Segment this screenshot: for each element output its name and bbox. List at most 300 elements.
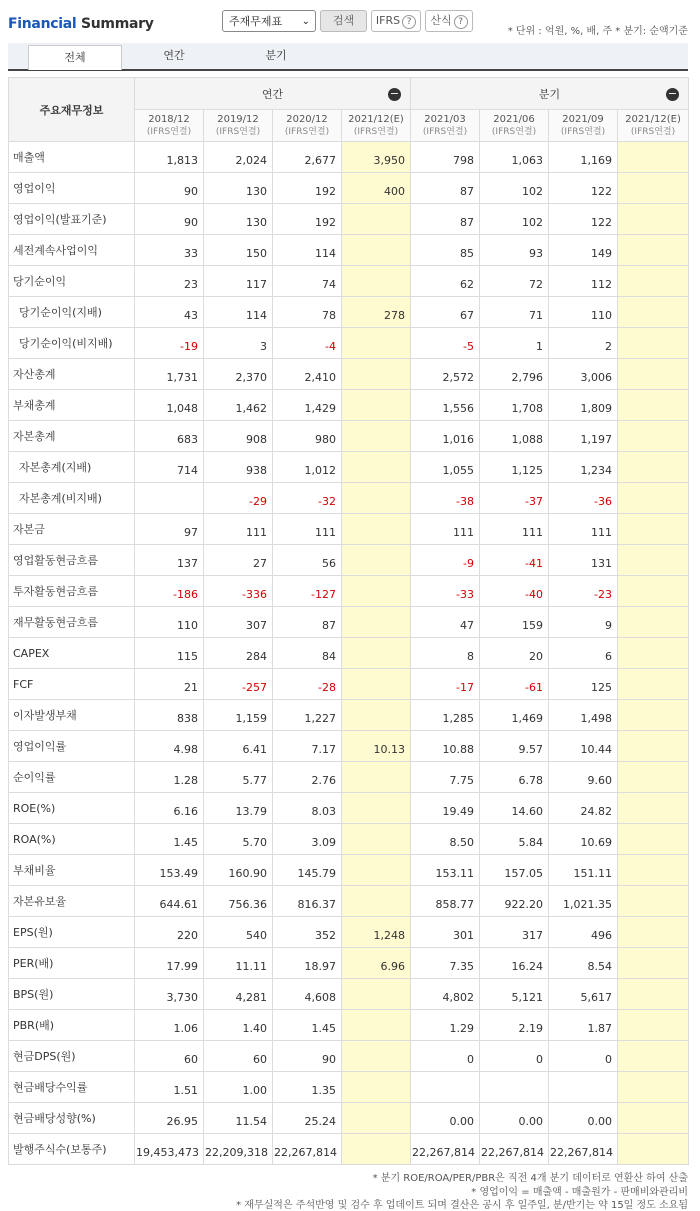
- table-cell: 1,556: [411, 390, 480, 421]
- column-period: 2021/03: [424, 113, 466, 125]
- table-row: [9, 762, 689, 793]
- table-cell: 1,498: [549, 700, 618, 731]
- table-cell: 1.35: [273, 1072, 342, 1103]
- table-row: [9, 328, 689, 359]
- table-cell: [618, 235, 689, 266]
- table-row: [9, 421, 689, 452]
- table-cell: 4.98: [135, 731, 204, 762]
- table-cell: [342, 886, 411, 917]
- footnote-3: * 재무실적은 주석반영 및 검수 후 업데이트 되며 결산은 공시 후 일주일, 분/반기는 약 15일 정도 소요됨: [236, 1200, 688, 1211]
- table-cell: [342, 1041, 411, 1072]
- table-cell: [342, 669, 411, 700]
- table-cell: [618, 452, 689, 483]
- table-row: [9, 266, 689, 297]
- table-cell: 1,429: [273, 390, 342, 421]
- column-basis: (IFRS연결): [491, 126, 537, 137]
- table-cell: 114: [204, 297, 273, 328]
- footnote-2: * 영업이익 = 매출액 - 매출원가 - 판매비와관리비: [471, 1187, 688, 1198]
- table-cell: 22,267,814: [411, 1134, 480, 1165]
- table-cell: 111: [273, 514, 342, 545]
- ifrs-help-button[interactable]: [371, 10, 421, 32]
- table-cell: 5,121: [480, 979, 549, 1010]
- table-cell: 1,248: [342, 917, 411, 948]
- table-cell: [342, 824, 411, 855]
- table-cell: 16.24: [480, 948, 549, 979]
- table-cell: 8: [411, 638, 480, 669]
- table-cell: 6.16: [135, 793, 204, 824]
- table-cell: [342, 1072, 411, 1103]
- table-cell: 2,370: [204, 359, 273, 390]
- table-cell: 317: [480, 917, 549, 948]
- table-cell: 1.29: [411, 1010, 480, 1041]
- table-cell: 9: [549, 607, 618, 638]
- table-cell: 816.37: [273, 886, 342, 917]
- table-cell: 1.28: [135, 762, 204, 793]
- table-cell: 78: [273, 297, 342, 328]
- table-cell: 1,469: [480, 700, 549, 731]
- table-cell: 1,708: [480, 390, 549, 421]
- table-cell: 14.60: [480, 793, 549, 824]
- table-cell: 838: [135, 700, 204, 731]
- table-cell: 1.06: [135, 1010, 204, 1041]
- table-cell: 220: [135, 917, 204, 948]
- column-header: [618, 110, 689, 142]
- table-cell: 192: [273, 204, 342, 235]
- table-cell: [618, 731, 689, 762]
- table-cell: [618, 793, 689, 824]
- table-cell: 111: [204, 514, 273, 545]
- table-cell: 117: [204, 266, 273, 297]
- label-column-header: 주요재무정보: [9, 78, 135, 142]
- table-cell: 10.44: [549, 731, 618, 762]
- table-cell: -17: [411, 669, 480, 700]
- table-cell: -37: [480, 483, 549, 514]
- table-cell: [618, 1103, 689, 1134]
- table-cell: 160.90: [204, 855, 273, 886]
- table-cell: 72: [480, 266, 549, 297]
- table-cell: [618, 1041, 689, 1072]
- table-cell: [135, 483, 204, 514]
- table-cell: 10.69: [549, 824, 618, 855]
- search-button[interactable]: 검색: [320, 10, 367, 32]
- table-cell: 2,410: [273, 359, 342, 390]
- table-cell: [618, 638, 689, 669]
- table-cell: 2: [549, 328, 618, 359]
- table-cell: [618, 173, 689, 204]
- row-label: 투자활동현금흐름: [9, 576, 135, 607]
- table-cell: 714: [135, 452, 204, 483]
- table-cell: 22,209,318: [204, 1134, 273, 1165]
- table-cell: 111: [411, 514, 480, 545]
- table-row: [9, 545, 689, 576]
- table-cell: 130: [204, 204, 273, 235]
- column-period: 2019/12: [217, 113, 259, 125]
- table-cell: 11.54: [204, 1103, 273, 1134]
- table-cell: 9.60: [549, 762, 618, 793]
- tab-annual[interactable]: 연간: [163, 49, 185, 62]
- table-cell: [342, 576, 411, 607]
- table-cell: 85: [411, 235, 480, 266]
- row-label: 자본금: [9, 514, 135, 545]
- column-header: [204, 110, 273, 142]
- table-row: [9, 669, 689, 700]
- table-cell: -38: [411, 483, 480, 514]
- table-cell: 2.19: [480, 1010, 549, 1041]
- table-cell: [618, 545, 689, 576]
- table-cell: 4,608: [273, 979, 342, 1010]
- table-cell: 1,016: [411, 421, 480, 452]
- table-row: [9, 452, 689, 483]
- table-cell: 0: [411, 1041, 480, 1072]
- table-cell: [618, 359, 689, 390]
- table-cell: 114: [273, 235, 342, 266]
- table-cell: 87: [411, 173, 480, 204]
- table-cell: 93: [480, 235, 549, 266]
- table-cell: 307: [204, 607, 273, 638]
- table-cell: [618, 328, 689, 359]
- table-cell: -257: [204, 669, 273, 700]
- table-cell: 74: [273, 266, 342, 297]
- table-cell: 1,088: [480, 421, 549, 452]
- table-cell: 400: [342, 173, 411, 204]
- tab-quarter[interactable]: 분기: [265, 49, 287, 62]
- table-row: [9, 576, 689, 607]
- table-cell: [618, 762, 689, 793]
- table-cell: [342, 793, 411, 824]
- table-cell: 157.05: [480, 855, 549, 886]
- ifrs-label: IFRS: [375, 14, 401, 27]
- row-label: 순이익률: [9, 762, 135, 793]
- table-cell: 6.96: [342, 948, 411, 979]
- column-period: 2021/09: [562, 113, 604, 125]
- table-cell: 145.79: [273, 855, 342, 886]
- table-cell: 644.61: [135, 886, 204, 917]
- table-cell: 2,796: [480, 359, 549, 390]
- row-label: 세전계속사업이익: [9, 235, 135, 266]
- table-cell: 1.40: [204, 1010, 273, 1041]
- table-cell: 84: [273, 638, 342, 669]
- table-cell: [342, 421, 411, 452]
- table-cell: 2,677: [273, 142, 342, 173]
- table-cell: 90: [273, 1041, 342, 1072]
- column-period: 2021/06: [493, 113, 535, 125]
- table-cell: 67: [411, 297, 480, 328]
- column-basis: (IFRS연결): [422, 126, 468, 137]
- column-header: [135, 110, 204, 142]
- formula-help-button[interactable]: [425, 10, 473, 32]
- table-row: [9, 886, 689, 917]
- column-header: [273, 110, 342, 142]
- column-period: 2020/12: [286, 113, 328, 125]
- table-cell: 23: [135, 266, 204, 297]
- table-cell: 20: [480, 638, 549, 669]
- table-row: [9, 638, 689, 669]
- row-label: PBR(배): [9, 1010, 135, 1041]
- table-cell: 112: [549, 266, 618, 297]
- table-cell: 0.00: [549, 1103, 618, 1134]
- row-label: 부채총계: [9, 390, 135, 421]
- row-label: 당기순이익: [9, 266, 135, 297]
- table-cell: [342, 359, 411, 390]
- statement-type-value: 주재무제표: [229, 15, 283, 28]
- table-cell: 153.49: [135, 855, 204, 886]
- table-row: [9, 514, 689, 545]
- table-cell: 131: [549, 545, 618, 576]
- table-cell: 130: [204, 173, 273, 204]
- table-cell: 22,267,814: [273, 1134, 342, 1165]
- column-period: 2021/12(E): [625, 113, 681, 125]
- table-cell: 8.50: [411, 824, 480, 855]
- table-cell: [342, 483, 411, 514]
- table-row: [9, 607, 689, 638]
- table-cell: 110: [549, 297, 618, 328]
- table-cell: 1,021.35: [549, 886, 618, 917]
- table-cell: [618, 142, 689, 173]
- table-cell: 5.77: [204, 762, 273, 793]
- table-cell: -23: [549, 576, 618, 607]
- question-icon: ?: [402, 15, 416, 29]
- table-cell: [342, 1134, 411, 1165]
- table-cell: [549, 1072, 618, 1103]
- table-cell: [342, 514, 411, 545]
- table-cell: 24.82: [549, 793, 618, 824]
- table-row: [9, 235, 689, 266]
- table-cell: 87: [411, 204, 480, 235]
- table-cell: 6.78: [480, 762, 549, 793]
- table-cell: 3,730: [135, 979, 204, 1010]
- table-cell: 6.41: [204, 731, 273, 762]
- row-label: 자산총계: [9, 359, 135, 390]
- table-cell: 7.35: [411, 948, 480, 979]
- row-label: 발행주식수(보통주): [9, 1134, 135, 1165]
- table-cell: 352: [273, 917, 342, 948]
- row-label: EPS(원): [9, 917, 135, 948]
- table-cell: 1,234: [549, 452, 618, 483]
- table-row: [9, 855, 689, 886]
- row-label: 당기순이익(지배): [9, 297, 135, 328]
- table-cell: [342, 762, 411, 793]
- table-cell: [342, 700, 411, 731]
- table-cell: 1,169: [549, 142, 618, 173]
- table-cell: 2,572: [411, 359, 480, 390]
- table-cell: 149: [549, 235, 618, 266]
- table-cell: [342, 979, 411, 1010]
- table-cell: 56: [273, 545, 342, 576]
- table-cell: 1.00: [204, 1072, 273, 1103]
- table-cell: 137: [135, 545, 204, 576]
- table-cell: 1,063: [480, 142, 549, 173]
- table-cell: 798: [411, 142, 480, 173]
- table-cell: 25.24: [273, 1103, 342, 1134]
- table-cell: -127: [273, 576, 342, 607]
- table-cell: 102: [480, 204, 549, 235]
- table-cell: -32: [273, 483, 342, 514]
- table-cell: 102: [480, 173, 549, 204]
- table-cell: 7.75: [411, 762, 480, 793]
- statement-type-select[interactable]: [222, 10, 316, 32]
- table-cell: 1.51: [135, 1072, 204, 1103]
- table-cell: 10.13: [342, 731, 411, 762]
- table-cell: [618, 483, 689, 514]
- table-cell: [618, 824, 689, 855]
- title-financial: Financial: [8, 16, 77, 32]
- financial-summary-table: [8, 77, 689, 1165]
- table-cell: [618, 917, 689, 948]
- table-cell: 1,731: [135, 359, 204, 390]
- table-cell: 47: [411, 607, 480, 638]
- table-cell: -9: [411, 545, 480, 576]
- table-cell: 980: [273, 421, 342, 452]
- table-cell: 2.76: [273, 762, 342, 793]
- row-label: 매출액: [9, 142, 135, 173]
- table-cell: 125: [549, 669, 618, 700]
- row-label: 당기순이익(비지배): [9, 328, 135, 359]
- table-cell: 1,462: [204, 390, 273, 421]
- row-label: 자본총계(비지배): [9, 483, 135, 514]
- table-cell: 1.45: [273, 1010, 342, 1041]
- column-basis: (IFRS연결): [215, 126, 261, 137]
- table-cell: 1,813: [135, 142, 204, 173]
- table-cell: 150: [204, 235, 273, 266]
- table-cell: 858.77: [411, 886, 480, 917]
- table-cell: [618, 576, 689, 607]
- table-cell: 153.11: [411, 855, 480, 886]
- table-cell: 3,006: [549, 359, 618, 390]
- table-cell: 111: [480, 514, 549, 545]
- table-cell: [342, 1010, 411, 1041]
- quarter-group-header: [411, 78, 689, 110]
- table-cell: [618, 948, 689, 979]
- table-cell: [342, 638, 411, 669]
- table-row: [9, 917, 689, 948]
- table-cell: 192: [273, 173, 342, 204]
- table-cell: 4,281: [204, 979, 273, 1010]
- table-cell: [342, 235, 411, 266]
- table-row: [9, 1041, 689, 1072]
- table-cell: -40: [480, 576, 549, 607]
- row-label: 현금배당수익률: [9, 1072, 135, 1103]
- table-row: [9, 359, 689, 390]
- column-basis: (IFRS연결): [560, 126, 606, 137]
- table-row: [9, 483, 689, 514]
- table-cell: 1,012: [273, 452, 342, 483]
- table-cell: [618, 514, 689, 545]
- table-cell: 1: [480, 328, 549, 359]
- column-period: 2018/12: [148, 113, 190, 125]
- column-basis: (IFRS연결): [353, 126, 399, 137]
- row-label: CAPEX: [9, 638, 135, 669]
- tab-all[interactable]: 전체: [28, 45, 122, 70]
- table-cell: 19,453,473: [135, 1134, 204, 1165]
- table-cell: 110: [135, 607, 204, 638]
- table-cell: 6: [549, 638, 618, 669]
- table-cell: [342, 607, 411, 638]
- table-row: [9, 979, 689, 1010]
- table-cell: 27: [204, 545, 273, 576]
- table-cell: [618, 886, 689, 917]
- table-cell: [342, 328, 411, 359]
- table-cell: -33: [411, 576, 480, 607]
- table-row: [9, 793, 689, 824]
- table-cell: 90: [135, 204, 204, 235]
- table-cell: 540: [204, 917, 273, 948]
- table-cell: -29: [204, 483, 273, 514]
- table-row: [9, 142, 689, 173]
- table-cell: 43: [135, 297, 204, 328]
- table-cell: 90: [135, 173, 204, 204]
- table-cell: [342, 390, 411, 421]
- table-cell: 4,802: [411, 979, 480, 1010]
- row-label: 영업이익률: [9, 731, 135, 762]
- table-cell: 8.54: [549, 948, 618, 979]
- table-cell: 3,950: [342, 142, 411, 173]
- table-cell: 33: [135, 235, 204, 266]
- column-basis: (IFRS연결): [284, 126, 330, 137]
- table-row: [9, 390, 689, 421]
- table-cell: -36: [549, 483, 618, 514]
- row-label: 자본유보율: [9, 886, 135, 917]
- table-cell: -61: [480, 669, 549, 700]
- table-cell: 21: [135, 669, 204, 700]
- table-cell: 151.11: [549, 855, 618, 886]
- row-label: FCF: [9, 669, 135, 700]
- table-cell: 0.00: [480, 1103, 549, 1134]
- table-cell: 71: [480, 297, 549, 328]
- table-cell: [618, 297, 689, 328]
- collapse-quarter-icon[interactable]: −: [667, 87, 678, 100]
- table-cell: 278: [342, 297, 411, 328]
- table-cell: [618, 421, 689, 452]
- table-cell: 13.79: [204, 793, 273, 824]
- table-cell: 908: [204, 421, 273, 452]
- table-cell: 1,159: [204, 700, 273, 731]
- table-cell: [618, 390, 689, 421]
- table-cell: 1.45: [135, 824, 204, 855]
- table-cell: [342, 266, 411, 297]
- table-cell: 111: [549, 514, 618, 545]
- chevron-down-icon: ⌄: [301, 16, 310, 27]
- table-cell: 1,227: [273, 700, 342, 731]
- table-cell: -186: [135, 576, 204, 607]
- table-cell: [480, 1072, 549, 1103]
- table-cell: 62: [411, 266, 480, 297]
- table-cell: 1,197: [549, 421, 618, 452]
- table-cell: 22,267,814: [549, 1134, 618, 1165]
- row-label: 자본총계: [9, 421, 135, 452]
- table-cell: 60: [135, 1041, 204, 1072]
- table-row: [9, 824, 689, 855]
- table-cell: [411, 1072, 480, 1103]
- table-cell: 5.70: [204, 824, 273, 855]
- table-cell: 1,048: [135, 390, 204, 421]
- table-cell: 60: [204, 1041, 273, 1072]
- row-label: 현금배당성향(%): [9, 1103, 135, 1134]
- table-cell: 683: [135, 421, 204, 452]
- table-cell: 17.99: [135, 948, 204, 979]
- collapse-annual-icon[interactable]: −: [389, 87, 400, 100]
- table-cell: -28: [273, 669, 342, 700]
- table-cell: [618, 204, 689, 235]
- table-row: [9, 1072, 689, 1103]
- table-cell: [342, 452, 411, 483]
- column-header: [480, 110, 549, 142]
- table-cell: 87: [273, 607, 342, 638]
- row-label: 부채비율: [9, 855, 135, 886]
- row-label: ROE(%): [9, 793, 135, 824]
- table-cell: 922.20: [480, 886, 549, 917]
- table-row: [9, 1103, 689, 1134]
- table-cell: 0: [549, 1041, 618, 1072]
